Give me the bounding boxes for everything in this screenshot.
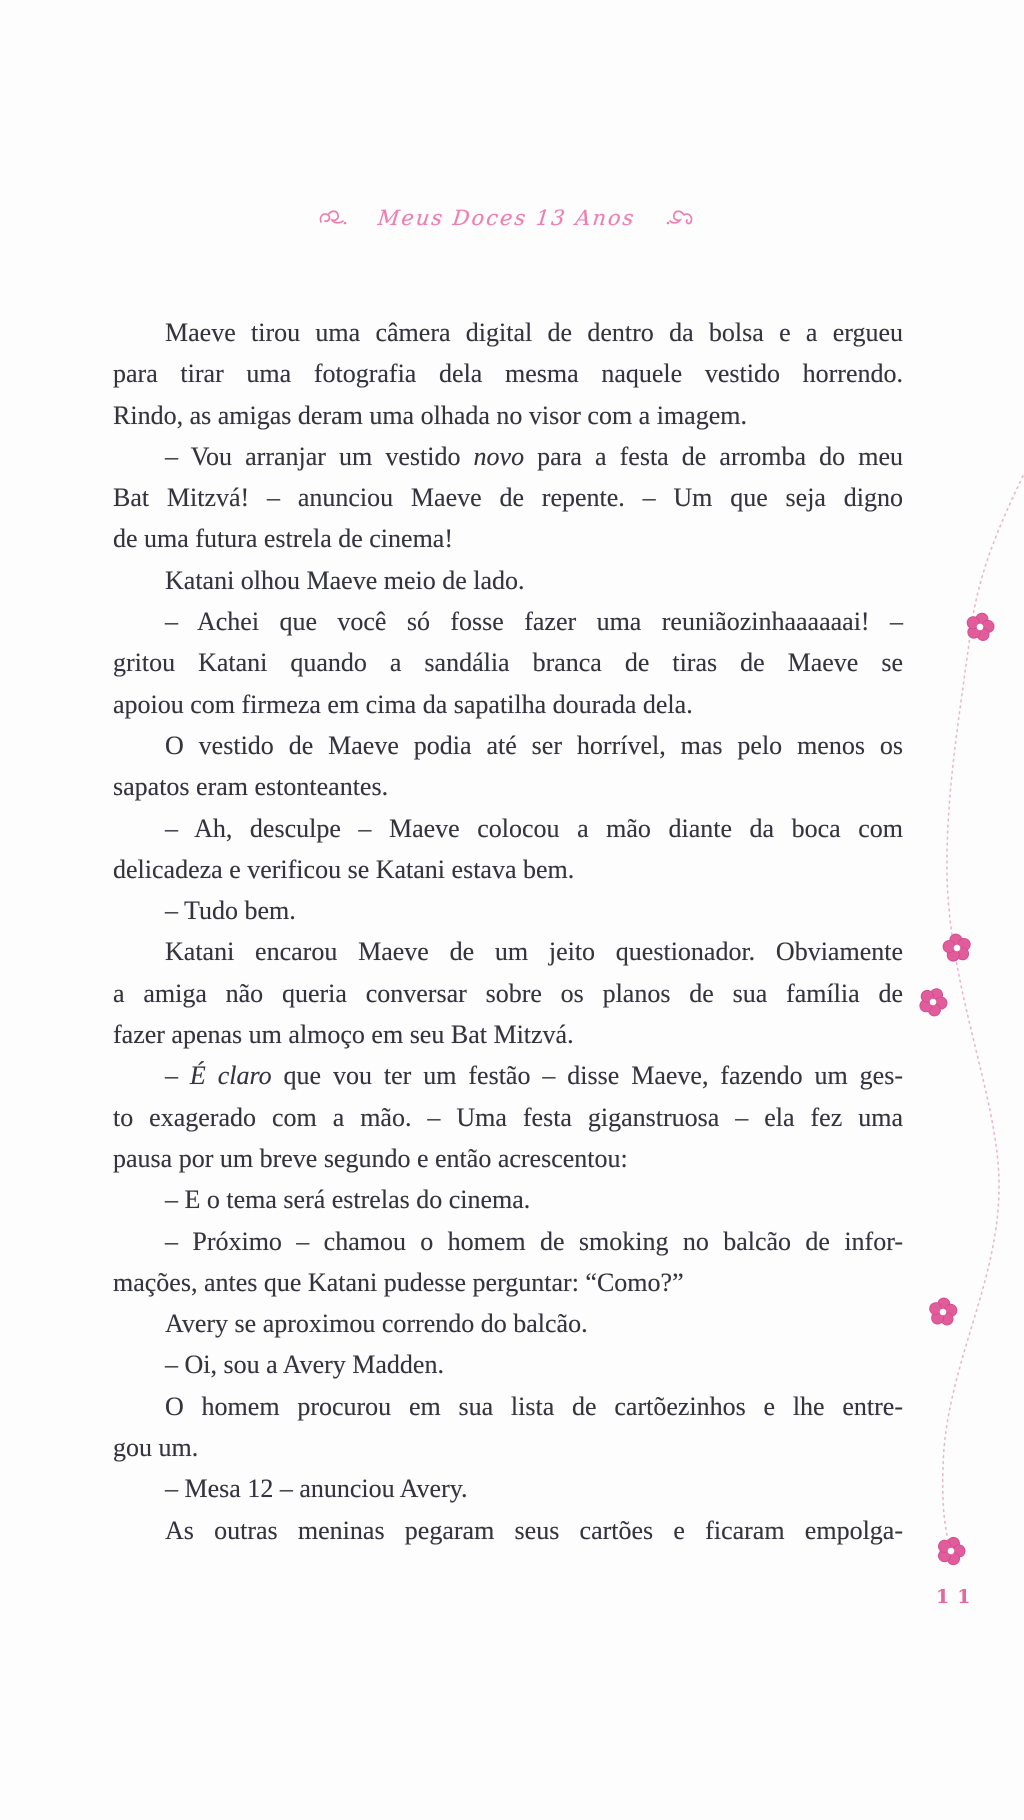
- text-line: – É claro que vou ter um festão – disse Maeve, fazendo um ges-: [165, 1061, 903, 1091]
- text-line: de uma futura estrela de cinema!: [113, 524, 453, 554]
- text-line: para tirar uma fotografia dela mesma naquele vestido horrendo.: [113, 359, 903, 389]
- flourish-right-icon: [665, 207, 695, 229]
- text-line: – Tudo bem.: [165, 896, 296, 926]
- dotted-vine: [943, 476, 1023, 1553]
- text-line: Katani olhou Maeve meio de lado.: [165, 565, 525, 595]
- text-line: Rindo, as amigas deram uma olhada no visor com a imagem.: [113, 400, 747, 430]
- text-line: – Mesa 12 – anunciou Avery.: [165, 1474, 468, 1504]
- text-line: – Achei que você só fosse fazer uma reuniãozinhaaaaaai! –: [165, 607, 903, 637]
- text-line: As outras meninas pegaram seus cartões e ficaram empolga-: [165, 1515, 903, 1545]
- text-line: Katani encarou Maeve de um jeito questionador. Obviamente: [165, 937, 903, 967]
- flower-icon: [915, 983, 951, 1019]
- flower-icon: [928, 1297, 958, 1326]
- text-line: Maeve tirou uma câmera digital de dentro da bolsa e a ergueu: [165, 318, 903, 347]
- flower-icon: [934, 1533, 968, 1567]
- text-line: apoiou com firmeza em cima da sapatilha dourada dela.: [113, 689, 693, 719]
- text-line: mações, antes que Katani pudesse perguntar: “Como?”: [113, 1267, 684, 1297]
- text-line: – E o tema será estrelas do cinema.: [165, 1185, 531, 1215]
- text-line: O vestido de Maeve podia até ser horrível, mas pelo menos os: [165, 730, 903, 760]
- text-line: – Ah, desculpe – Maeve colocou a mão diante da boca com: [165, 813, 903, 843]
- running-header-title: Meus Doces 13 Anos: [376, 206, 637, 230]
- text-line: Bat Mitzvá! – anunciou Maeve de repente. – Um que seja digno: [113, 483, 903, 513]
- flower-icon: [964, 610, 997, 643]
- text-line: gou um.: [113, 1433, 199, 1463]
- text-line: O homem procurou em sua lista de cartõezinhos e lhe entre-: [165, 1391, 903, 1421]
- body-text: [113, 312, 903, 1551]
- text-line: Avery se aproximou correndo do balcão.: [165, 1309, 588, 1339]
- page-number: 11: [936, 1586, 979, 1608]
- text-line: gritou Katani quando a sandália branca de tiras de Maeve se: [113, 648, 903, 678]
- running-header: [113, 200, 900, 236]
- flourish-left-icon: [318, 207, 348, 229]
- text-line: delicadeza e verificou se Katani estava bem.: [113, 854, 575, 884]
- text-line: – Vou arranjar um vestido novo para a festa de arromba do meu: [165, 441, 903, 471]
- text-line: – Próximo – chamou o homem de smoking no balcão de infor-: [165, 1226, 903, 1256]
- text-line: fazer apenas um almoço em seu Bat Mitzvá.: [113, 1020, 574, 1050]
- text-line: to exagerado com a mão. – Uma festa giganstruosa – ela fez uma: [113, 1102, 903, 1132]
- flower-icon: [941, 932, 972, 962]
- text-line: sapatos eram estonteantes.: [113, 772, 389, 802]
- text-line: a amiga não queria conversar sobre os planos de sua família de: [113, 978, 903, 1008]
- text-line: pausa por um breve segundo e então acrescentou:: [113, 1143, 628, 1173]
- text-line: – Oi, sou a Avery Madden.: [165, 1350, 444, 1380]
